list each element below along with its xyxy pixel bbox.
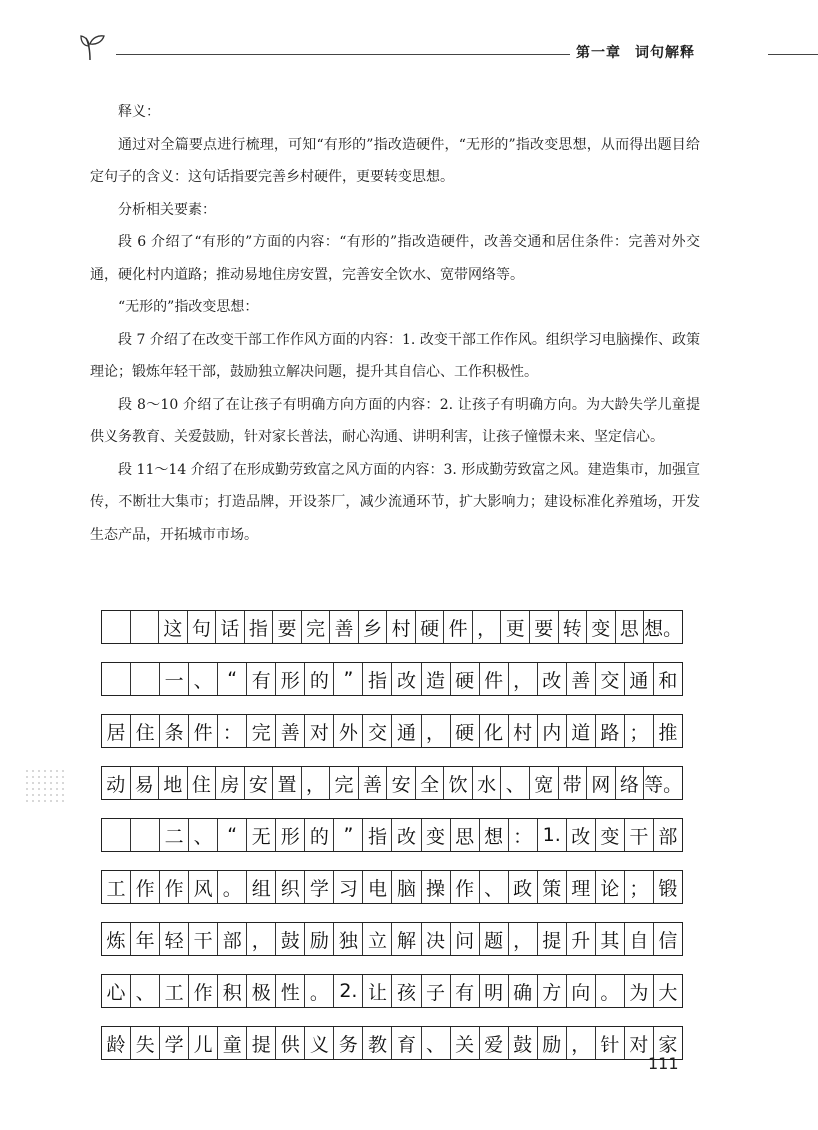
body-text [90, 96, 700, 551]
grid-cell: 策 [538, 871, 567, 903]
grid-cell: 条 [160, 715, 189, 747]
grid-row [101, 610, 683, 644]
grid-cell: 1. [538, 819, 567, 851]
grid-cell: 居 [102, 715, 131, 747]
grid-cell: 住 [188, 767, 217, 799]
grid-cell: 织 [276, 871, 305, 903]
paragraph: 通过对全篇要点进行梳理，可知“有形的”指改造硬件，“无形的”指改变思想，从而得出题目给定句子的含义：这句话指要完善乡村硬件，更要转变思想。 [90, 136, 700, 185]
grid-cell: 变 [422, 819, 451, 851]
grid-cell: 锻 [658, 877, 678, 900]
grid-cell: 作 [189, 975, 218, 1007]
grid-cell: 作 [160, 871, 189, 903]
grid-cell: 部 [218, 923, 247, 955]
grid-cell: 改 [392, 819, 421, 851]
grid-cell: 完 [330, 767, 359, 799]
grid-row [101, 1026, 683, 1060]
grid-cell: 独 [334, 923, 363, 955]
grid-cell: 为 [625, 975, 654, 1007]
grid-cell: 脑 [392, 871, 421, 903]
grid-cell: 乡 [359, 611, 388, 643]
grid-cell: 炼 [102, 923, 131, 955]
grid-cell: 供 [276, 1027, 305, 1059]
grid-cell: 改 [567, 819, 596, 851]
chapter-label: 第一章 [576, 45, 621, 61]
grid-cell: 义 [305, 1027, 334, 1059]
grid-cell: 、 [189, 663, 218, 695]
grid-cell: 政 [509, 871, 538, 903]
page-number: 111 [648, 1054, 679, 1073]
grid-cell: 全 [416, 767, 445, 799]
grid-cell: 务 [334, 1027, 363, 1059]
grid-cell: 水 [473, 767, 502, 799]
grid-cell: 住 [131, 715, 160, 747]
running-head [576, 42, 709, 62]
grid-cell: 要 [273, 611, 302, 643]
grid-cell: 。 [218, 871, 247, 903]
grid-cell: ” [334, 819, 363, 851]
grid-cell: 交 [596, 663, 625, 695]
grid-cell: 励 [305, 923, 334, 955]
grid-cell: 子 [422, 975, 451, 1007]
grid-cell: 安 [387, 767, 416, 799]
grid-cell: 带 [559, 767, 588, 799]
grid-cell: 路 [596, 715, 625, 747]
grid-cell: 的 [305, 663, 334, 695]
grid-cell: ， [302, 767, 331, 799]
grid-cell [102, 819, 131, 851]
grid-cell: 作 [131, 871, 160, 903]
paragraph: 释义： [118, 104, 160, 120]
grid-cell: 爱 [480, 1027, 509, 1059]
grid-cell: 作 [451, 871, 480, 903]
grid-cell: 大 [658, 981, 678, 1004]
grid-cell: 交 [363, 715, 392, 747]
grid-cell: 更 [501, 611, 530, 643]
grid-cell: 问 [451, 923, 480, 955]
grid-cell: 话 [216, 611, 245, 643]
grid-cell: 饮 [444, 767, 473, 799]
grid-cell: 改 [538, 663, 567, 695]
grid-cell: 育 [392, 1027, 421, 1059]
grid-cell: 组 [247, 871, 276, 903]
grid-cell: 论 [596, 871, 625, 903]
grid-cell: 善 [567, 663, 596, 695]
grid-cell: “ [218, 819, 247, 851]
grid-cell: 完 [302, 611, 331, 643]
grid-cell: 通 [392, 715, 421, 747]
grid-cell: 部 [658, 825, 678, 848]
sprout-icon [80, 32, 114, 62]
grid-cell: 关 [451, 1027, 480, 1059]
grid-cell: 硬 [451, 663, 480, 695]
paragraph: 段 8～10 介绍了在让孩子有明确方向方面的内容：2. 让孩子有明确方向。为大龄失学儿童提供义务教育、关爱鼓励，针对家长普法，耐心沟通、讲明利害，让孩子憧憬未来、坚定信心。 [90, 396, 700, 445]
grid-cell [102, 663, 131, 695]
grid-cell: 形 [276, 663, 305, 695]
grid-cell: 件 [480, 663, 509, 695]
grid-cell: 鼓 [276, 923, 305, 955]
grid-cell: 干 [625, 819, 654, 851]
grid-cell: 、 [131, 975, 160, 1007]
grid-cell: 内 [538, 715, 567, 747]
grid-cell: 理 [567, 871, 596, 903]
grid-cell: 要 [530, 611, 559, 643]
grid-cell [131, 819, 160, 851]
grid-cell: ， [422, 715, 451, 747]
grid-cell: 童 [218, 1027, 247, 1059]
grid-cell: 变 [596, 819, 625, 851]
grid-cell: 外 [334, 715, 363, 747]
grid-cell: 决 [422, 923, 451, 955]
grid-cell: 宽 [530, 767, 559, 799]
grid-cell: 鼓 [509, 1027, 538, 1059]
grid-cell: 学 [305, 871, 334, 903]
grid-cell: 和 [658, 669, 678, 692]
grid-cell: 确 [509, 975, 538, 1007]
grid-cell: 造 [422, 663, 451, 695]
grid-cell: ， [509, 663, 538, 695]
section-label: 词句解释 [635, 45, 695, 61]
grid-cell: ， [509, 923, 538, 955]
grid-cell: 网 [587, 767, 616, 799]
grid-cell [131, 663, 160, 695]
grid-cell: 道 [567, 715, 596, 747]
grid-cell: 升 [567, 923, 596, 955]
grid-cell: 思 [451, 819, 480, 851]
header-rule-right [768, 54, 818, 55]
grid-cell: 无 [247, 819, 276, 851]
grid-cell: ： [509, 819, 538, 851]
grid-cell: ； [625, 871, 654, 903]
grid-cell: 习 [334, 871, 363, 903]
grid-cell: 置 [273, 767, 302, 799]
grid-cell: ” [334, 663, 363, 695]
grid-cell: 转 [559, 611, 588, 643]
grid-cell [102, 611, 131, 643]
grid-cell: 立 [363, 923, 392, 955]
grid-cell: 自 [625, 923, 654, 955]
grid-cell: 、 [422, 1027, 451, 1059]
grid-cell: 题 [480, 923, 509, 955]
grid-cell: “ [218, 663, 247, 695]
grid-row [101, 818, 683, 852]
grid-cell: ， [247, 923, 276, 955]
grid-cell: 村 [509, 715, 538, 747]
grid-cell: 积 [218, 975, 247, 1007]
grid-cell: 、 [480, 871, 509, 903]
grid-cell: 性 [276, 975, 305, 1007]
grid-cell: 其 [596, 923, 625, 955]
paragraph: 分析相关要素： [118, 201, 216, 218]
grid-cell: 房 [216, 767, 245, 799]
grid-cell: 善 [359, 767, 388, 799]
grid-cell: 明 [480, 975, 509, 1007]
grid-cell: 失 [131, 1027, 160, 1059]
grid-cell: 的 [305, 819, 334, 851]
grid-cell: 易 [131, 767, 160, 799]
grid-cell: 完 [247, 715, 276, 747]
grid-cell: 方 [538, 975, 567, 1007]
grid-cell: 二 [160, 819, 189, 851]
grid-cell: ： [218, 715, 247, 747]
grid-cell: 提 [538, 923, 567, 955]
grid-cell: 提 [247, 1027, 276, 1059]
grid-cell: 、 [189, 819, 218, 851]
grid-cell: ， [473, 611, 502, 643]
grid-cell: 等。 [644, 773, 683, 796]
grid-cell: 硬 [416, 611, 445, 643]
grid-cell: 对 [305, 715, 334, 747]
grid-cell: 硬 [451, 715, 480, 747]
grid-cell: 一 [160, 663, 189, 695]
page-header [80, 30, 740, 70]
grid-cell: 推 [658, 721, 678, 744]
grid-cell: 向 [567, 975, 596, 1007]
grid-cell: 村 [387, 611, 416, 643]
grid-cell: 。 [596, 975, 625, 1007]
grid-cell: 工 [102, 871, 131, 903]
grid-cell: 解 [392, 923, 421, 955]
grid-cell: 指 [245, 611, 274, 643]
grid-cell: 思 [616, 611, 645, 643]
grid-cell: 、 [501, 767, 530, 799]
grid-cell: 轻 [160, 923, 189, 955]
grid-cell: 想 [480, 819, 509, 851]
grid-cell: 想。 [644, 617, 683, 640]
grid-cell [131, 611, 160, 643]
paragraph: 段 11～14 介绍了在形成勤劳致富之风方面的内容：3. 形成勤劳致富之风。建造集市，加强宣传，不断壮大集市；打造品牌，开设茶厂，减少流通环节，扩大影响力；建设标准化养殖场，开发生态产品，开拓城市市场。 [90, 461, 700, 543]
paragraph: 段 6 介绍了“有形的”方面的内容：“有形的”指改造硬件，改善交通和居住条件：完善对外交通，硬化村内道路；推动易地住房安置，完善安全饮水、宽带网络等。 [90, 234, 700, 283]
grid-cell: 孩 [392, 975, 421, 1007]
grid-cell: 工 [160, 975, 189, 1007]
grid-row [101, 870, 683, 904]
grid-cell: 励 [538, 1027, 567, 1059]
grid-cell: 通 [625, 663, 654, 695]
grid-cell: 年 [131, 923, 160, 955]
grid-cell: 风 [189, 871, 218, 903]
grid-cell: 句 [188, 611, 217, 643]
grid-cell: 指 [363, 663, 392, 695]
grid-cell: 儿 [189, 1027, 218, 1059]
grid-cell: 动 [102, 767, 131, 799]
grid-cell: 家 [658, 1033, 678, 1056]
grid-cell: 干 [189, 923, 218, 955]
grid-cell: 操 [422, 871, 451, 903]
grid-cell: 指 [363, 819, 392, 851]
grid-cell: 络 [616, 767, 645, 799]
paragraph: 段 7 介绍了在改变干部工作作风方面的内容：1. 改变干部工作作风。组织学习电脑操作、政策理论；锻炼年轻干部，鼓励独立解决问题，提升其自信心、工作积极性。 [90, 331, 700, 380]
grid-cell: 对 [625, 1027, 654, 1059]
grid-cell: ； [625, 715, 654, 747]
grid-cell: 改 [392, 663, 421, 695]
grid-cell: 2. [334, 975, 363, 1007]
scan-speckle [24, 768, 64, 804]
grid-cell: 让 [363, 975, 392, 1007]
grid-cell: 安 [245, 767, 274, 799]
grid-row [101, 974, 683, 1008]
grid-cell: 极 [247, 975, 276, 1007]
grid-cell: 变 [587, 611, 616, 643]
header-rule-left [116, 54, 570, 55]
grid-cell: 这 [159, 611, 188, 643]
grid-cell: 龄 [102, 1027, 131, 1059]
grid-cell: 针 [596, 1027, 625, 1059]
grid-cell: 信 [658, 929, 678, 952]
grid-cell: 学 [160, 1027, 189, 1059]
grid-cell: 形 [276, 819, 305, 851]
grid-row [101, 922, 683, 956]
grid-cell: 心 [102, 975, 131, 1007]
grid-cell: 善 [330, 611, 359, 643]
grid-row [101, 714, 683, 748]
grid-cell: 有 [247, 663, 276, 695]
grid-cell: 教 [363, 1027, 392, 1059]
grid-row [101, 662, 683, 696]
grid-cell: 件 [444, 611, 473, 643]
grid-cell: ， [567, 1027, 596, 1059]
paragraph: “无形的”指改变思想： [118, 299, 259, 315]
grid-cell: 。 [305, 975, 334, 1007]
grid-cell: 地 [159, 767, 188, 799]
grid-cell: 有 [451, 975, 480, 1007]
writing-grid [101, 610, 683, 1078]
grid-row [101, 766, 683, 800]
grid-cell: 电 [363, 871, 392, 903]
grid-cell: 件 [189, 715, 218, 747]
grid-cell: 化 [480, 715, 509, 747]
grid-cell: 善 [276, 715, 305, 747]
